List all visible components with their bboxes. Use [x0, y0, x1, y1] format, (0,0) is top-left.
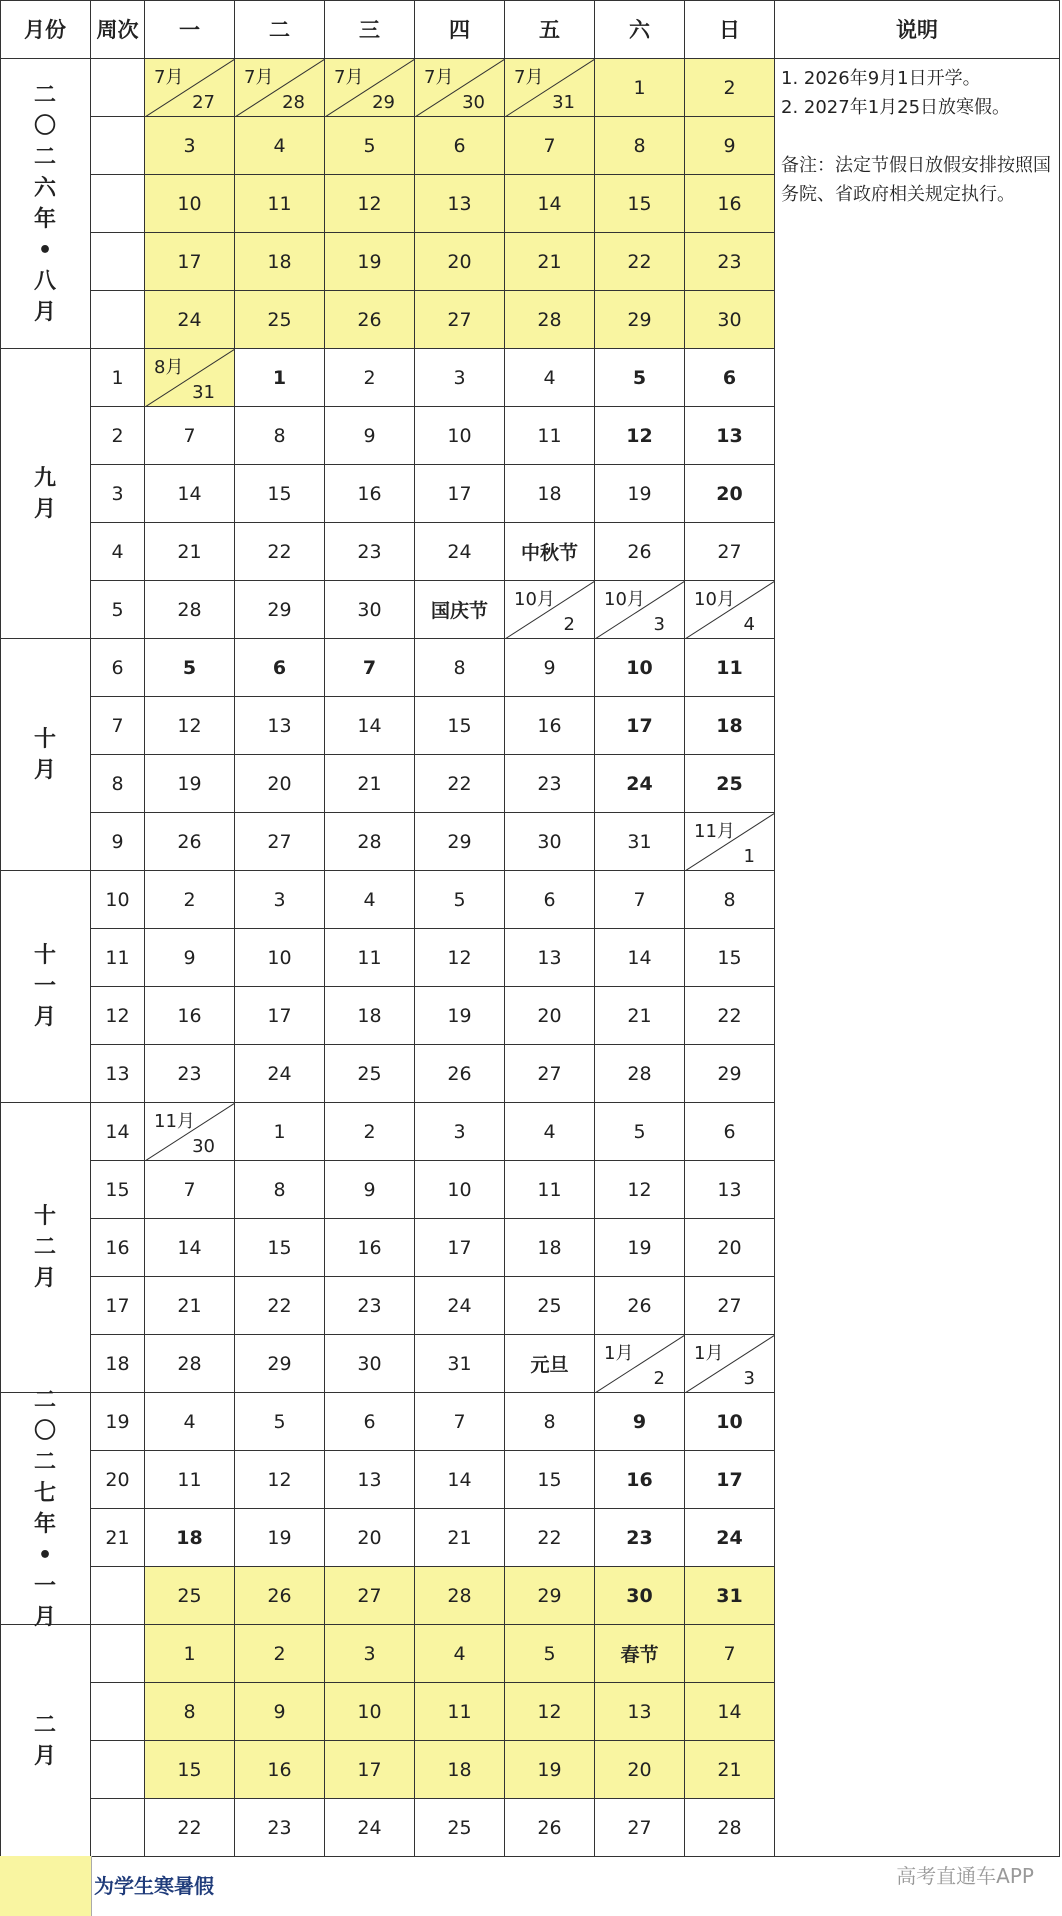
- day-cell: 7: [685, 1625, 775, 1683]
- day-cell: 27: [685, 1277, 775, 1335]
- day-cell: 11: [415, 1683, 505, 1741]
- split-day-cell: [145, 349, 235, 407]
- day-cell: 27: [235, 813, 325, 871]
- day-cell: 17: [685, 1451, 775, 1509]
- day-cell: 22: [415, 755, 505, 813]
- week-number: 16: [91, 1219, 145, 1277]
- month-part: 1月: [604, 1343, 634, 1364]
- day-cell: 18: [505, 1219, 595, 1277]
- day-cell: 30: [325, 581, 415, 639]
- day-cell: 26: [595, 523, 685, 581]
- day-cell: 28: [325, 813, 415, 871]
- day-cell: 20: [685, 465, 775, 523]
- notes-text: 1. 2026年9月1日开学。 2. 2027年1月25日放寒假。 备注：法定节假日放假安排按照国务院、省政府相关规定执行。: [775, 59, 1060, 1857]
- day-cell: 17: [415, 465, 505, 523]
- day-cell: 15: [505, 1451, 595, 1509]
- day-cell: 14: [595, 929, 685, 987]
- split-day-cell: [325, 59, 415, 117]
- day-part: 3: [743, 1368, 755, 1389]
- day-cell: 10: [595, 639, 685, 697]
- day-cell: 20: [595, 1741, 685, 1799]
- day-cell: 25: [685, 755, 775, 813]
- day-cell: 18: [145, 1509, 235, 1567]
- day-part: 31: [192, 382, 215, 403]
- day-cell: 2: [145, 871, 235, 929]
- day-cell: 27: [505, 1045, 595, 1103]
- header-cell: 月份: [0, 0, 91, 59]
- day-cell: 7: [145, 1161, 235, 1219]
- week-number: 9: [91, 813, 145, 871]
- day-cell: 13: [505, 929, 595, 987]
- day-cell: 16: [235, 1741, 325, 1799]
- day-part: 30: [192, 1136, 215, 1157]
- week-number: [91, 1567, 145, 1625]
- day-cell: 11: [505, 1161, 595, 1219]
- day-cell: 6: [235, 639, 325, 697]
- day-cell: 5: [505, 1625, 595, 1683]
- day-cell: 13: [235, 697, 325, 755]
- day-cell: 20: [415, 233, 505, 291]
- week-number: [91, 1799, 145, 1857]
- week-number: 19: [91, 1393, 145, 1451]
- day-cell: 25: [505, 1277, 595, 1335]
- month-label: 二 〇 二 六 年 • 八 月: [0, 59, 91, 349]
- month-label: 十 二 月: [0, 1103, 91, 1393]
- split-day-cell: [595, 581, 685, 639]
- day-cell: 春节: [595, 1625, 685, 1683]
- day-cell: 4: [235, 117, 325, 175]
- day-cell: 25: [235, 291, 325, 349]
- day-cell: 21: [325, 755, 415, 813]
- day-cell: 10: [325, 1683, 415, 1741]
- day-cell: 16: [505, 697, 595, 755]
- day-cell: 17: [325, 1741, 415, 1799]
- split-day-cell: [145, 59, 235, 117]
- day-cell: 31: [415, 1335, 505, 1393]
- header-cell: 周次: [91, 0, 145, 59]
- day-cell: 28: [505, 291, 595, 349]
- month-part: 8月: [154, 357, 184, 378]
- day-cell: 6: [325, 1393, 415, 1451]
- day-cell: 8: [235, 407, 325, 465]
- header-cell: 三: [325, 0, 415, 59]
- day-cell: 14: [685, 1683, 775, 1741]
- week-number: 15: [91, 1161, 145, 1219]
- day-cell: 22: [235, 1277, 325, 1335]
- week-number: [91, 291, 145, 349]
- day-cell: 22: [145, 1799, 235, 1857]
- day-cell: 19: [325, 233, 415, 291]
- month-part: 11月: [694, 821, 735, 842]
- header-cell: 二: [235, 0, 325, 59]
- day-cell: 24: [325, 1799, 415, 1857]
- day-cell: 29: [235, 581, 325, 639]
- header-cell: 一: [145, 0, 235, 59]
- month-part: 7月: [334, 67, 364, 88]
- day-cell: 27: [685, 523, 775, 581]
- day-cell: 28: [415, 1567, 505, 1625]
- day-cell: 10: [235, 929, 325, 987]
- day-cell: 31: [595, 813, 685, 871]
- day-cell: 26: [595, 1277, 685, 1335]
- day-cell: 30: [595, 1567, 685, 1625]
- day-cell: 9: [325, 1161, 415, 1219]
- day-cell: 9: [685, 117, 775, 175]
- day-cell: 19: [145, 755, 235, 813]
- day-cell: 2: [325, 349, 415, 407]
- day-cell: 21: [145, 1277, 235, 1335]
- day-cell: 8: [235, 1161, 325, 1219]
- day-part: 27: [192, 92, 215, 113]
- day-cell: 12: [325, 175, 415, 233]
- day-cell: 2: [235, 1625, 325, 1683]
- day-cell: 14: [415, 1451, 505, 1509]
- day-cell: 4: [505, 349, 595, 407]
- day-cell: 21: [145, 523, 235, 581]
- day-cell: 28: [595, 1045, 685, 1103]
- day-cell: 10: [685, 1393, 775, 1451]
- day-cell: 3: [235, 871, 325, 929]
- day-cell: 22: [235, 523, 325, 581]
- month-part: 10月: [604, 589, 645, 610]
- week-number: [91, 175, 145, 233]
- day-cell: 11: [325, 929, 415, 987]
- day-cell: 1: [235, 349, 325, 407]
- split-day-cell: [235, 59, 325, 117]
- day-cell: 25: [145, 1567, 235, 1625]
- day-cell: 3: [415, 349, 505, 407]
- day-cell: 5: [415, 871, 505, 929]
- day-cell: 12: [595, 407, 685, 465]
- day-cell: 28: [685, 1799, 775, 1857]
- day-cell: 21: [415, 1509, 505, 1567]
- day-cell: 28: [145, 581, 235, 639]
- split-day-cell: [685, 581, 775, 639]
- day-cell: 1: [145, 1625, 235, 1683]
- week-number: [91, 233, 145, 291]
- day-cell: 20: [325, 1509, 415, 1567]
- day-cell: 17: [235, 987, 325, 1045]
- day-cell: 17: [415, 1219, 505, 1277]
- day-cell: 18: [325, 987, 415, 1045]
- day-cell: 6: [415, 117, 505, 175]
- day-cell: 29: [415, 813, 505, 871]
- day-cell: 17: [145, 233, 235, 291]
- day-cell: 3: [145, 117, 235, 175]
- day-cell: 元旦: [505, 1335, 595, 1393]
- day-cell: 15: [235, 1219, 325, 1277]
- day-cell: 19: [595, 465, 685, 523]
- day-cell: 22: [595, 233, 685, 291]
- day-cell: 12: [235, 1451, 325, 1509]
- day-cell: 11: [505, 407, 595, 465]
- week-number: 2: [91, 407, 145, 465]
- day-cell: 23: [235, 1799, 325, 1857]
- day-cell: 8: [685, 871, 775, 929]
- day-cell: 13: [685, 1161, 775, 1219]
- day-cell: 26: [505, 1799, 595, 1857]
- day-cell: 5: [235, 1393, 325, 1451]
- day-cell: 4: [505, 1103, 595, 1161]
- day-cell: 11: [145, 1451, 235, 1509]
- day-cell: 20: [685, 1219, 775, 1277]
- day-cell: 26: [145, 813, 235, 871]
- day-cell: 26: [235, 1567, 325, 1625]
- day-cell: 4: [145, 1393, 235, 1451]
- day-cell: 23: [145, 1045, 235, 1103]
- day-cell: 4: [415, 1625, 505, 1683]
- week-number: 18: [91, 1335, 145, 1393]
- day-cell: 19: [235, 1509, 325, 1567]
- day-cell: 23: [595, 1509, 685, 1567]
- day-part: 31: [552, 92, 575, 113]
- day-part: 3: [653, 614, 665, 635]
- day-part: 28: [282, 92, 305, 113]
- day-cell: 2: [685, 59, 775, 117]
- day-cell: 29: [235, 1335, 325, 1393]
- week-number: 3: [91, 465, 145, 523]
- legend-swatch: [0, 1856, 92, 1916]
- week-number: [91, 1625, 145, 1683]
- day-cell: 14: [145, 465, 235, 523]
- split-day-cell: [145, 1103, 235, 1161]
- day-cell: 10: [415, 1161, 505, 1219]
- day-cell: 15: [145, 1741, 235, 1799]
- week-number: 12: [91, 987, 145, 1045]
- day-cell: 16: [595, 1451, 685, 1509]
- day-cell: 7: [505, 117, 595, 175]
- day-cell: 24: [415, 523, 505, 581]
- month-label: 十 一 月: [0, 871, 91, 1103]
- day-cell: 23: [325, 1277, 415, 1335]
- day-cell: 24: [145, 291, 235, 349]
- day-cell: 19: [595, 1219, 685, 1277]
- watermark: 高考直通车APP: [896, 1864, 1034, 1888]
- day-cell: 16: [325, 1219, 415, 1277]
- day-cell: 30: [325, 1335, 415, 1393]
- day-cell: 9: [235, 1683, 325, 1741]
- day-cell: 14: [505, 175, 595, 233]
- day-cell: 16: [685, 175, 775, 233]
- day-cell: 29: [505, 1567, 595, 1625]
- day-cell: 9: [325, 407, 415, 465]
- day-cell: 4: [325, 871, 415, 929]
- day-cell: 25: [415, 1799, 505, 1857]
- month-label: 十 月: [0, 639, 91, 871]
- day-cell: 15: [415, 697, 505, 755]
- day-cell: 20: [505, 987, 595, 1045]
- week-number: [91, 59, 145, 117]
- day-cell: 8: [595, 117, 685, 175]
- day-cell: 19: [505, 1741, 595, 1799]
- week-number: 4: [91, 523, 145, 581]
- month-part: 7月: [514, 67, 544, 88]
- split-day-cell: [685, 813, 775, 871]
- week-number: [91, 1741, 145, 1799]
- week-number: 1: [91, 349, 145, 407]
- header-cell: 说明: [775, 0, 1060, 59]
- month-part: 7月: [244, 67, 274, 88]
- day-cell: 12: [595, 1161, 685, 1219]
- month-part: 1月: [694, 1343, 724, 1364]
- day-cell: 7: [595, 871, 685, 929]
- day-cell: 11: [235, 175, 325, 233]
- day-cell: 7: [325, 639, 415, 697]
- day-cell: 3: [415, 1103, 505, 1161]
- day-cell: 5: [145, 639, 235, 697]
- day-cell: 16: [145, 987, 235, 1045]
- month-label: 二 〇 二 七 年 • 一 月: [0, 1393, 91, 1625]
- month-label: 九 月: [0, 349, 91, 639]
- week-number: 17: [91, 1277, 145, 1335]
- day-part: 30: [462, 92, 485, 113]
- day-part: 2: [563, 614, 575, 635]
- day-cell: 27: [415, 291, 505, 349]
- week-number: 8: [91, 755, 145, 813]
- day-cell: 18: [235, 233, 325, 291]
- day-cell: 9: [145, 929, 235, 987]
- day-cell: 14: [145, 1219, 235, 1277]
- day-cell: 中秋节: [505, 523, 595, 581]
- legend-text: 为学生寒暑假: [94, 1874, 214, 1898]
- day-cell: 12: [505, 1683, 595, 1741]
- split-day-cell: [595, 1335, 685, 1393]
- week-number: 6: [91, 639, 145, 697]
- day-cell: 29: [685, 1045, 775, 1103]
- week-number: 14: [91, 1103, 145, 1161]
- day-cell: 国庆节: [415, 581, 505, 639]
- day-cell: 24: [685, 1509, 775, 1567]
- day-cell: 3: [325, 1625, 415, 1683]
- day-cell: 24: [595, 755, 685, 813]
- day-cell: 8: [145, 1683, 235, 1741]
- day-cell: 7: [145, 407, 235, 465]
- day-cell: 29: [595, 291, 685, 349]
- day-cell: 28: [145, 1335, 235, 1393]
- day-cell: 21: [685, 1741, 775, 1799]
- day-cell: 13: [415, 175, 505, 233]
- day-cell: 13: [685, 407, 775, 465]
- month-part: 11月: [154, 1111, 195, 1132]
- day-cell: 6: [685, 349, 775, 407]
- header-cell: 六: [595, 0, 685, 59]
- day-cell: 19: [415, 987, 505, 1045]
- day-cell: 27: [595, 1799, 685, 1857]
- week-number: 5: [91, 581, 145, 639]
- day-cell: 6: [685, 1103, 775, 1161]
- day-cell: 18: [685, 697, 775, 755]
- day-cell: 17: [595, 697, 685, 755]
- day-cell: 14: [325, 697, 415, 755]
- day-cell: 18: [505, 465, 595, 523]
- week-number: 21: [91, 1509, 145, 1567]
- day-cell: 9: [595, 1393, 685, 1451]
- day-cell: 23: [505, 755, 595, 813]
- split-day-cell: [685, 1335, 775, 1393]
- day-cell: 21: [595, 987, 685, 1045]
- day-cell: 5: [595, 1103, 685, 1161]
- day-cell: 1: [235, 1103, 325, 1161]
- day-cell: 31: [685, 1567, 775, 1625]
- day-cell: 23: [685, 233, 775, 291]
- week-number: [91, 117, 145, 175]
- day-cell: 25: [325, 1045, 415, 1103]
- day-cell: 6: [505, 871, 595, 929]
- week-number: 13: [91, 1045, 145, 1103]
- day-cell: 1: [595, 59, 685, 117]
- day-part: 1: [743, 846, 755, 867]
- day-cell: 22: [685, 987, 775, 1045]
- day-cell: 12: [415, 929, 505, 987]
- day-cell: 11: [685, 639, 775, 697]
- day-cell: 9: [505, 639, 595, 697]
- day-cell: 15: [235, 465, 325, 523]
- day-cell: 18: [415, 1741, 505, 1799]
- day-cell: 7: [415, 1393, 505, 1451]
- day-cell: 10: [415, 407, 505, 465]
- day-cell: 24: [235, 1045, 325, 1103]
- day-cell: 20: [235, 755, 325, 813]
- day-cell: 5: [595, 349, 685, 407]
- day-cell: 15: [685, 929, 775, 987]
- day-cell: 13: [325, 1451, 415, 1509]
- month-part: 7月: [154, 67, 184, 88]
- day-part: 29: [372, 92, 395, 113]
- day-cell: 30: [505, 813, 595, 871]
- day-cell: 30: [685, 291, 775, 349]
- day-part: 4: [743, 614, 755, 635]
- day-cell: 8: [415, 639, 505, 697]
- header-cell: 五: [505, 0, 595, 59]
- week-number: 10: [91, 871, 145, 929]
- day-cell: 24: [415, 1277, 505, 1335]
- month-part: 7月: [424, 67, 454, 88]
- week-number: 11: [91, 929, 145, 987]
- day-cell: 23: [325, 523, 415, 581]
- month-label: 二 月: [0, 1625, 91, 1857]
- split-day-cell: [505, 59, 595, 117]
- header-cell: 四: [415, 0, 505, 59]
- day-cell: 27: [325, 1567, 415, 1625]
- month-part: 10月: [694, 589, 735, 610]
- day-cell: 26: [325, 291, 415, 349]
- day-cell: 5: [325, 117, 415, 175]
- week-number: [91, 1683, 145, 1741]
- split-day-cell: [505, 581, 595, 639]
- week-number: 7: [91, 697, 145, 755]
- day-part: 2: [653, 1368, 665, 1389]
- day-cell: 22: [505, 1509, 595, 1567]
- month-part: 10月: [514, 589, 555, 610]
- day-cell: 15: [595, 175, 685, 233]
- header-cell: 日: [685, 0, 775, 59]
- week-number: 20: [91, 1451, 145, 1509]
- day-cell: 8: [505, 1393, 595, 1451]
- day-cell: 12: [145, 697, 235, 755]
- day-cell: 26: [415, 1045, 505, 1103]
- day-cell: 13: [595, 1683, 685, 1741]
- day-cell: 16: [325, 465, 415, 523]
- split-day-cell: [415, 59, 505, 117]
- day-cell: 10: [145, 175, 235, 233]
- day-cell: 21: [505, 233, 595, 291]
- day-cell: 2: [325, 1103, 415, 1161]
